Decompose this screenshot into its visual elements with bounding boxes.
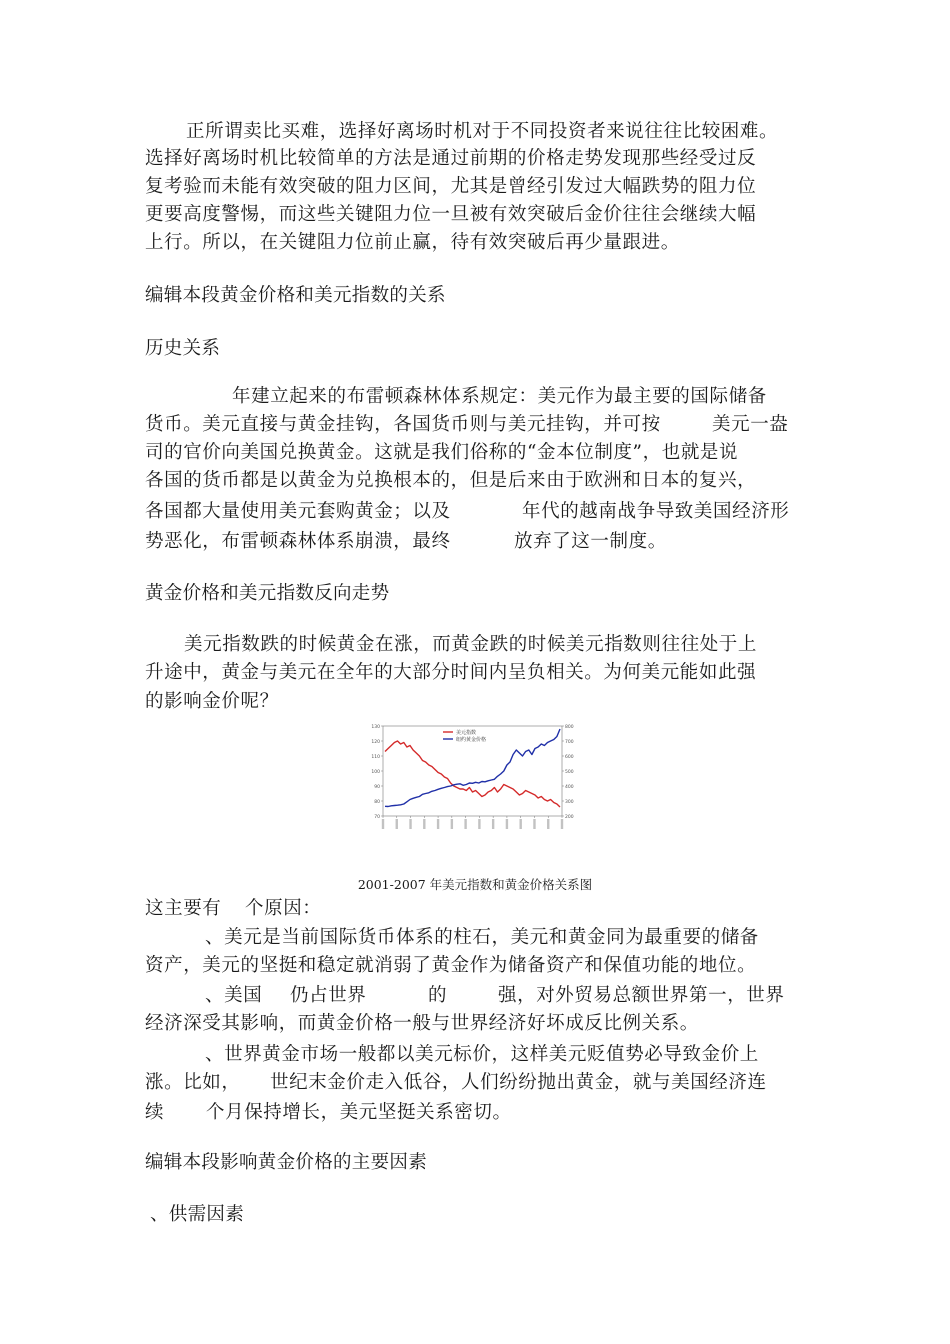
paragraph-3-line-1: 美元指数跌的时候黄金在涨，而黄金跌的时候美元指数则往往处于上 bbox=[184, 634, 758, 655]
reason-3-line-3b: 个月保持增长，美元坚挺关系密切。 bbox=[206, 1102, 512, 1123]
subheading-history: 历史关系 bbox=[145, 338, 221, 359]
reason-2-part-2: 仍占世界 bbox=[290, 985, 367, 1006]
x-tick-label bbox=[437, 819, 439, 829]
subheading-supply-demand: 、供需因素 bbox=[150, 1204, 245, 1225]
right-tick-label: 300 bbox=[565, 800, 574, 805]
paragraph-2-line-2b: 美元一盎 bbox=[712, 414, 789, 435]
left-tick-label: 130 bbox=[371, 725, 380, 730]
left-tick-label: 110 bbox=[371, 755, 380, 760]
paragraph-2-line-5b: 年代的越南战争导致美国经济形 bbox=[522, 501, 790, 522]
section-heading-gold-usd: 编辑本段黄金价格和美元指数的关系 bbox=[145, 285, 446, 306]
x-tick-label bbox=[382, 819, 384, 829]
paragraph-1-line-3: 复考验而未能有效突破的阻力区间，尤其是曾经引发过大幅跌势的阻力位 bbox=[145, 176, 757, 197]
reason-3-line-1: 、世界黄金市场一般都以美元标价，这样美元贬值势必导致金价上 bbox=[205, 1044, 759, 1065]
reason-1-line-2: 资产，美元的坚挺和稳定就消弱了黄金作为储备资产和保值功能的地位。 bbox=[145, 955, 757, 976]
reason-2-line-2: 经济深受其影响，而黄金价格一般与世界经济好坏成反比例关系。 bbox=[145, 1013, 699, 1034]
paragraph-2-line-2: 货币。美元直接与黄金挂钩，各国货币则与美元挂钩，并可按 bbox=[145, 414, 661, 435]
left-tick-label: 70 bbox=[374, 815, 380, 820]
left-tick-label: 120 bbox=[371, 740, 380, 745]
paragraph-1-line-5: 上行。所以，在关键阻力位前止赢，待有效突破后再少量跟进。 bbox=[145, 232, 680, 253]
reason-3-line-2b: 世纪末金价走入低谷，人们纷纷抛出黄金，就与美国经济连 bbox=[270, 1072, 767, 1093]
reason-3-line-2a: 涨。比如， bbox=[145, 1072, 241, 1093]
paragraph-2-line-6b: 放弃了这一制度。 bbox=[514, 531, 667, 552]
paragraph-3-line-2: 升途中，黄金与美元在全年的大部分时间内呈负相关。为何美元能如此强 bbox=[145, 662, 757, 683]
x-tick-label bbox=[506, 819, 508, 829]
paragraph-1-line-2: 选择好离场时机比较简单的方法是通过前期的价格走势发现那些经受过反 bbox=[145, 148, 757, 169]
paragraph-1-line-4: 更要高度警惕，而这些关键阻力位一旦被有效突破后金价往往会继续大幅 bbox=[145, 204, 757, 225]
x-tick-label bbox=[409, 819, 411, 829]
reason-3-line-3a: 续 bbox=[145, 1102, 165, 1123]
chart-caption: 2001-2007 年美元指数和黄金价格关系图 bbox=[357, 877, 593, 892]
section-heading-factors: 编辑本段影响黄金价格的主要因素 bbox=[145, 1152, 428, 1173]
x-tick-label bbox=[492, 819, 494, 829]
x-tick-label bbox=[533, 819, 535, 829]
paragraph-2-line-1: 年建立起来的布雷顿森林体系规定：美元作为最主要的国际储备 bbox=[232, 386, 767, 407]
right-tick-label: 200 bbox=[565, 815, 574, 820]
paragraph-1-line-1: 正所谓卖比买难，选择好离场时机对于不同投资者来说往往比较困难。 bbox=[186, 121, 779, 142]
reason-2-part-3: 的 bbox=[428, 985, 448, 1006]
x-tick-label bbox=[519, 819, 521, 829]
x-tick-label bbox=[423, 819, 425, 829]
legend-label: 美元指数 bbox=[456, 730, 477, 736]
x-tick-label bbox=[464, 819, 466, 829]
right-tick-label: 700 bbox=[565, 740, 574, 745]
reason-1-line-1: 、美元是当前国际货币体系的柱石，美元和黄金同为最重要的储备 bbox=[205, 927, 759, 948]
reasons-intro: 这主要有 bbox=[145, 898, 222, 919]
right-tick-label: 500 bbox=[565, 770, 574, 775]
paragraph-2-line-5: 各国都大量使用美元套购黄金；以及 bbox=[145, 501, 451, 522]
usd-gold-chart bbox=[365, 720, 580, 835]
left-tick-label: 80 bbox=[374, 800, 380, 805]
chart-svg bbox=[365, 720, 580, 835]
paragraph-2-line-6: 势恶化，布雷顿森林体系崩溃，最终 bbox=[145, 531, 451, 552]
subheading-inverse-trend: 黄金价格和美元指数反向走势 bbox=[145, 583, 390, 604]
x-tick-label bbox=[478, 819, 480, 829]
right-tick-label: 400 bbox=[565, 785, 574, 790]
paragraph-2-line-4: 各国的货币都是以黄金为兑换根本的，但是后来由于欧洲和日本的复兴， bbox=[145, 470, 757, 491]
x-tick-label bbox=[451, 819, 453, 829]
paragraph-3-line-3: 的影响金价呢？ bbox=[145, 691, 279, 712]
x-tick-label bbox=[396, 819, 398, 829]
left-tick-label: 100 bbox=[371, 770, 380, 775]
reasons-intro-b: 个原因： bbox=[245, 898, 322, 919]
reason-2-part-1: 、美国 bbox=[205, 985, 263, 1006]
paragraph-2-line-3: 司的官价向美国兑换黄金。这就是我们俗称的“金本位制度”，也就是说 bbox=[145, 442, 739, 463]
right-tick-label: 800 bbox=[565, 725, 574, 730]
reason-2-part-4: 强，对外贸易总额世界第一，世界 bbox=[498, 985, 785, 1006]
right-tick-label: 600 bbox=[565, 755, 574, 760]
left-tick-label: 90 bbox=[374, 785, 380, 790]
x-tick-label bbox=[547, 819, 549, 829]
legend-label: 纽约黄金价格 bbox=[456, 737, 487, 743]
x-tick-label bbox=[561, 819, 563, 829]
